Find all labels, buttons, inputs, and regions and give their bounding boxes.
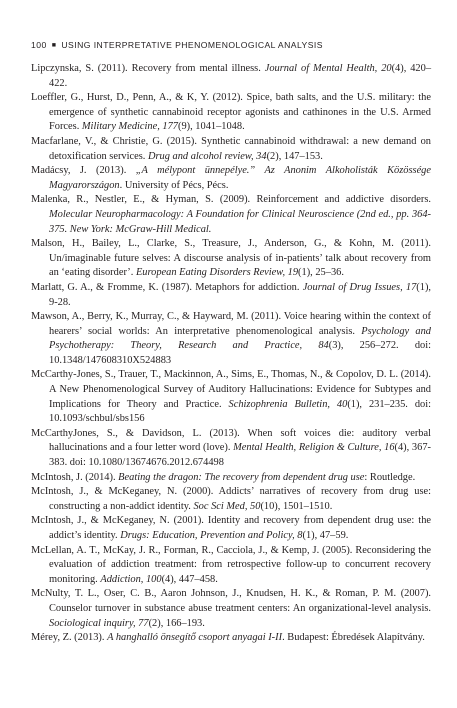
reference-entry: Marlatt, G. A., & Fromme, K. (1987). Metaphors for addiction. Journal of Drug Issues, 17(1), 9-28. [31, 281, 432, 308]
reference-entry: McCarthy-Jones, S., Trauer, T., Mackinnon, A., Sims, E., Thomas, N., & Copolov, D. L. (2014). A New Phenomenological Survey of Auditory Hallucinations: Evidence for Subtypes and Implications for Theory and Practice. Schizophrenia Bulletin, 40(1), 231–235. doi: 10.1093/schbul/sbs156 [31, 369, 431, 425]
reference-entry: McLellan, A. T., McKay, J. R., Forman, R., Cacciola, J., & Kemp, J. (2005). Reconsidering the evaluation of addiction treatment: from retrospective follow-up to concurrent recovery monitoring. Addiction, 100(4), 447–458. [31, 544, 431, 585]
reference-entry: McIntosh, J., & McKeganey, N. (2001). Identity and recovery from dependent drug use: the addict’s identity. Drugs: Education, Prevention and Policy, 8(1), 47–59. [31, 515, 431, 541]
reference-entry: Malenka, R., Nestler, E., & Hyman, S. (2009). Reinforcement and addictive disorders. Molecular Neuropharmacology: A Foundation for Clinical Neuroscience (2nd ed., pp. 364-375. New York: McGraw-Hill Medical. [31, 194, 431, 235]
reference-entry: Mérey, Z. (2013). A hanghalló önsegítő csoport anyagai I-II. Budapest: Ébredések Alapítvány. [31, 632, 425, 644]
reference-entry: McIntosh, J. (2014). Beating the dragon: The recovery from dependent drug use: Routledge. [31, 471, 416, 483]
separator-icon: ■ [51, 42, 57, 49]
reference-entry: Macfarlane, V., & Christie, G. (2015). Synthetic cannabinoid withdrawal: a new demand on detoxification services. Drug and alcohol review, 34(2), 147–153. [31, 135, 431, 162]
reference-entry: Madácsy, J. (2013). „A mélypont ünnepélye.” Az Anonim Alkoholisták Közössége Magyarországon. University of Pécs, Pécs. [31, 165, 431, 191]
running-title: USING INTERPRETATIVE PHENOMENOLOGICAL ANALYSIS [61, 40, 323, 50]
page-number: 100 [31, 40, 47, 50]
reference-entry: McNulty, T. L., Oser, C. B., Aaron Johnson, J., Knudsen, H. K., & Roman, P. M. (2007). Counselor turnover in substance abuse treatment centers: An organizational-level analysis. Sociological inquiry, 77(2), 166–193. [31, 588, 431, 629]
reference-list [31, 62, 431, 646]
reference-entry: Mawson, A., Berry, K., Murray, C., & Hayward, M. (2011). Voice hearing within the context of hearers’ social worlds: An interpretative phenomenological analysis. Psychology and Psychotherapy: Theory, Research and Practice, 84(3), 256–272. doi: 10.1348/147608310X524883 [31, 311, 431, 366]
reference-entry: McCarthyJones, S., & Davidson, L. (2013). When soft voices die: auditory verbal hallucinations and a four letter word (love). Mental Health, Religion & Culture, 16(4), 367-383. doi: 10.1080/13674676.2012.674498 [31, 427, 431, 469]
running-head [31, 40, 323, 50]
reference-entry: Lipczynska, S. (2011). Recovery from mental illness. Journal of Mental Health, 20(4), 420–422. [31, 63, 432, 89]
reference-entry: Loeffler, G., Hurst, D., Penn, A., & K, Y. (2012). Spice, bath salts, and the U.S. military: the emergence of synthetic cannabinoid receptor agonists and cathinones in the U.S. Armed Forces. Military Medicine, 177(9), 1041–1048. [31, 92, 431, 133]
reference-entry: McIntosh, J., & McKeganey, N. (2000). Addicts’ narratives of recovery from drug use: constructing a non-addict identity. Soc Sci Med, 50(10), 1501–1510. [31, 486, 431, 512]
reference-entry: Malson, H., Bailey, L., Clarke, S., Treasure, J., Anderson, G., & Kohn, M. (2011). Un/imaginable future selves: A discourse analysis of in-patients’ talk about recovery from an ‘eating disorder’. European Eating Disorders Review, 19(1), 25–36. [31, 238, 431, 279]
